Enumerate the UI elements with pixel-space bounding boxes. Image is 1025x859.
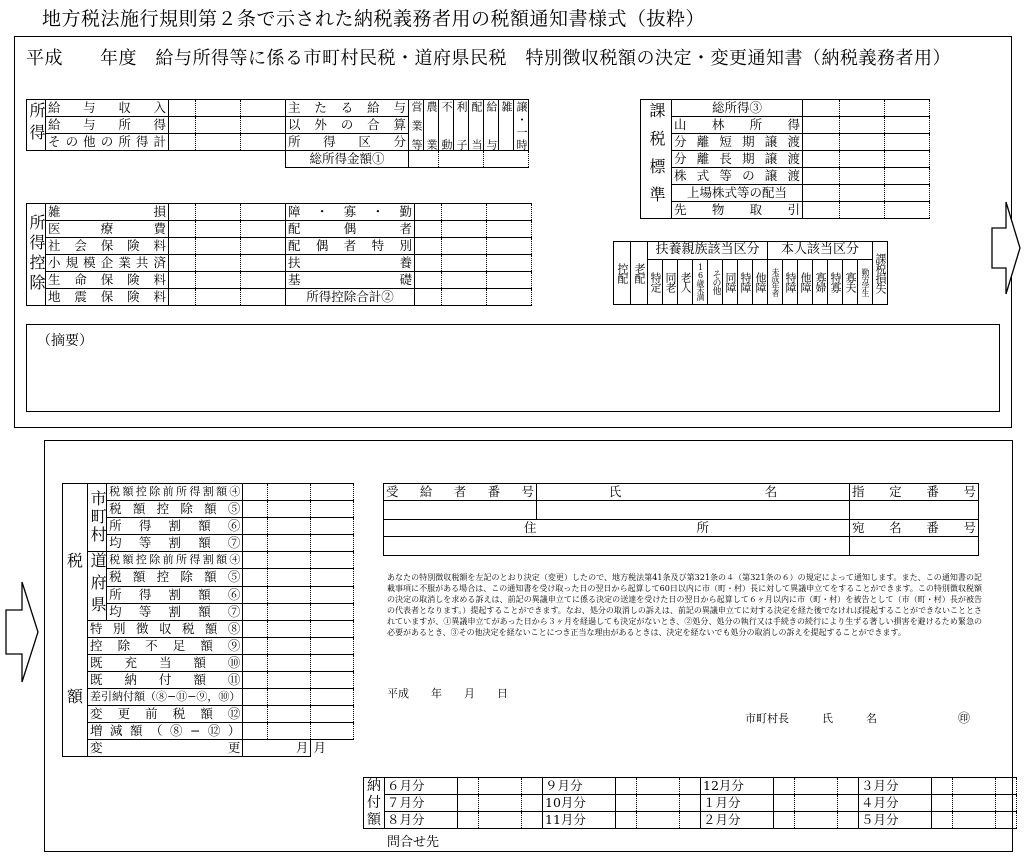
deduction-row: 小規模企業共済 bbox=[46, 255, 169, 272]
deduction-row: 扶養 bbox=[286, 255, 415, 272]
type-header: 給与 bbox=[485, 101, 498, 149]
tax-base-row: 総所得③ bbox=[672, 100, 803, 117]
pref-row: 税額控除前所得割額④ bbox=[107, 552, 243, 569]
income-row: 給与収入 bbox=[46, 100, 169, 117]
tax-base-table bbox=[640, 99, 930, 219]
self-header: 本人該当区分 bbox=[768, 242, 873, 260]
tax-other-row: 控除不足額⑨ bbox=[88, 638, 243, 655]
tax-base-row: 山林所得 bbox=[672, 117, 803, 134]
payment-month: ８月分 bbox=[385, 812, 458, 829]
continue-arrow-icon bbox=[990, 200, 1022, 296]
tax-base-group-label: 課税標準 bbox=[641, 100, 672, 219]
deduction-row: 配偶者特別 bbox=[286, 238, 415, 255]
payment-month: ３月分 bbox=[859, 778, 932, 795]
dependent-col: 同老 bbox=[663, 259, 678, 304]
deduction-row: 社会保険料 bbox=[46, 238, 169, 255]
tax-other-row: 変更前税額⑫ bbox=[88, 706, 243, 723]
payment-month: １月分 bbox=[701, 795, 774, 812]
city-row: 所得割額⑥ bbox=[107, 518, 243, 535]
income-other-row: 主たる給与 bbox=[286, 100, 409, 117]
type-header: 配当 bbox=[470, 101, 483, 149]
pref-label: 道府県 bbox=[88, 552, 107, 621]
tax-base-row: 先物取引 bbox=[672, 202, 803, 219]
summary-box bbox=[26, 324, 1000, 412]
tax-group-label-bottom: 額 bbox=[63, 638, 88, 757]
tax-base-row: 上場株式等の配当 bbox=[672, 185, 803, 202]
ctrl-header: 控配 bbox=[614, 242, 631, 305]
income-table bbox=[26, 99, 529, 168]
payment-month: 12月分 bbox=[701, 778, 774, 795]
type-header: 雑 bbox=[499, 100, 514, 151]
self-col: 特寡 bbox=[828, 259, 843, 304]
self-col: 寡夫 bbox=[843, 259, 858, 304]
contact-label: 問合せ先 bbox=[387, 835, 440, 850]
change-month-label: 変更 bbox=[88, 740, 243, 757]
continued-arrow-icon bbox=[4, 580, 40, 684]
date-line: 平成 年 月 日 bbox=[387, 687, 508, 700]
mayor-line: 市町村長 氏 名 bbox=[745, 712, 877, 725]
tax-base-row: 分離長期譲渡 bbox=[672, 151, 803, 168]
city-row: 税額控除額⑤ bbox=[107, 501, 243, 518]
type-header: 利子 bbox=[455, 101, 468, 149]
self-col: 勤労学生 bbox=[858, 259, 873, 304]
deductions-group-label: 所得控除 bbox=[27, 204, 46, 306]
payment-label-top: 納 bbox=[364, 778, 385, 795]
tax-group-label-top: 税 bbox=[63, 484, 88, 638]
payment-label-mid: 付 bbox=[364, 795, 385, 812]
dependent-col: 他障 bbox=[753, 259, 768, 304]
income-group-label: 所得 bbox=[27, 100, 46, 151]
change-month-suffix: 月 bbox=[313, 740, 326, 756]
self-col: 寡婦 bbox=[813, 259, 828, 304]
payment-month: ９月分 bbox=[543, 778, 616, 795]
income-other-row: 以外の合算 bbox=[286, 117, 409, 134]
self-col: 未成年者 bbox=[768, 259, 783, 304]
type-header: 農業 bbox=[425, 101, 438, 149]
payment-month: 11月分 bbox=[543, 812, 616, 829]
recipient-table bbox=[383, 483, 979, 556]
type-header: 営業等 bbox=[410, 101, 423, 149]
deductions-table bbox=[26, 203, 532, 306]
tax-base-row: 株式等の譲渡 bbox=[672, 168, 803, 185]
payment-label-bottom: 額 bbox=[364, 812, 385, 829]
payment-table bbox=[363, 777, 1017, 829]
income-row: その他の所得計 bbox=[46, 134, 169, 151]
tax-base-row: 分離短期譲渡 bbox=[672, 134, 803, 151]
tax-other-row: 特別徴収税額⑧ bbox=[88, 621, 243, 638]
city-label: 市町村 bbox=[88, 484, 107, 552]
total-income-label: 総所得金額① bbox=[286, 151, 409, 168]
deduction-row: 基礎 bbox=[286, 272, 415, 289]
dependent-col: 特障 bbox=[738, 259, 753, 304]
income-row: 給与所得 bbox=[46, 117, 169, 134]
change-month-unit: 月 bbox=[243, 740, 311, 757]
addressee-number-label: 宛名番号 bbox=[850, 520, 979, 537]
city-row: 税額控除前所得割額④ bbox=[107, 484, 243, 501]
self-col: 特障 bbox=[783, 259, 798, 304]
form-title: 平成 年度 給与所得等に係る市町村民税・道府県民税 特別徴収税額の決定・変更通知書（納税義務者用） bbox=[26, 48, 951, 69]
dependent-col: 特定 bbox=[648, 259, 663, 304]
page-caption: 地方税法施行規則第２条で示された納税義務者用の税額通知書様式（抜粋） bbox=[42, 8, 706, 30]
type-header: 譲・一時 bbox=[515, 101, 528, 149]
type-header: 不動 bbox=[440, 101, 453, 149]
deduction-row: 医療費 bbox=[46, 221, 169, 238]
deduction-row: 配偶者 bbox=[286, 221, 415, 238]
self-col: 他障 bbox=[798, 259, 813, 304]
notice-text: あなたの特別徴収税額を左記のとおり決定（変更）したので、地方税法第41条及び第321条の４（第321条の６）の規定によって通知します。また、この通知書の記載事項に不服がある場合は、この通知書を受け取った日の翌日から起算して60日以内に市（町・村）長に対して異議申立てをすることができます。この特別徴収税額の決定の取消しを求める訴えは、前記の異議申立てに係る決定の送達を受けた日の翌日から起算して６ヶ月以内に市（町・村）を被告として（市（町・村）長が被告の代表者となります。）提起することができます。なお、処分の取消しの訴えは、前記の異議申立てに対する決定を経た後でなければ提起することができないこととされていますが、①異議申立てがあった日から３ヶ月を経過しても決定がないとき、②処分、処分の執行又は手続きの続行により生ずる著しい損害を避けるため緊急の必要があるとき、③その他決定を経ないことにつき正当な理由があるときは、決定を経ないでも処分の取消しの訴えを提起することができます。 bbox=[387, 573, 982, 637]
payment-month: ２月分 bbox=[701, 812, 774, 829]
address-label-cell: 住 所 bbox=[384, 520, 850, 537]
pref-row: 均等割額⑦ bbox=[107, 603, 243, 620]
seal-mark: ㊞ bbox=[958, 711, 971, 725]
dependent-col: 老人 bbox=[678, 259, 693, 304]
payment-month: ７月分 bbox=[385, 795, 458, 812]
deduction-row: 所得控除合計② bbox=[286, 289, 415, 306]
recipient-number-label: 受給者番号 bbox=[384, 484, 537, 501]
old-spouse-header: 老配 bbox=[631, 242, 648, 305]
pref-row: 所得割額⑥ bbox=[107, 586, 243, 603]
deduction-row: 生命保険料 bbox=[46, 272, 169, 289]
tax-other-row: 増減額（⑧−⑫） bbox=[88, 723, 243, 740]
payment-month: ４月分 bbox=[859, 795, 932, 812]
summary-label: （摘要） bbox=[37, 333, 93, 349]
deduction-row: 雑損 bbox=[46, 204, 169, 221]
payment-month: ５月分 bbox=[859, 812, 932, 829]
city-row: 均等割額⑦ bbox=[107, 535, 243, 552]
dependent-col: 同障 bbox=[723, 259, 738, 304]
payment-month: 10月分 bbox=[543, 795, 616, 812]
tax-other-row: 差引納付額（⑧−⑪−⑨，⑩） bbox=[88, 689, 243, 706]
dependent-col: 16歳未満 bbox=[693, 259, 708, 304]
name-label: 氏 bbox=[537, 484, 694, 501]
name-label-2: 名 bbox=[693, 484, 850, 501]
deduction-row: 地震保険料 bbox=[46, 289, 169, 306]
dependents-header: 扶養親族該当区分 bbox=[648, 242, 768, 260]
income-other-row: 所得区分 bbox=[286, 134, 409, 151]
pref-row: 税額控除額⑤ bbox=[107, 569, 243, 586]
dependent-col: その他 bbox=[708, 259, 723, 304]
tax-amount-table bbox=[62, 483, 354, 757]
loss-header: 課税損失 bbox=[873, 242, 888, 305]
tax-other-row: 既納付額⑪ bbox=[88, 672, 243, 689]
tax-other-row: 既充当額⑩ bbox=[88, 655, 243, 672]
payment-month: ６月分 bbox=[385, 778, 458, 795]
family-table bbox=[613, 241, 888, 305]
deduction-row: 障・寡・勤 bbox=[286, 204, 415, 221]
designated-number-label: 指定番号 bbox=[850, 484, 979, 501]
